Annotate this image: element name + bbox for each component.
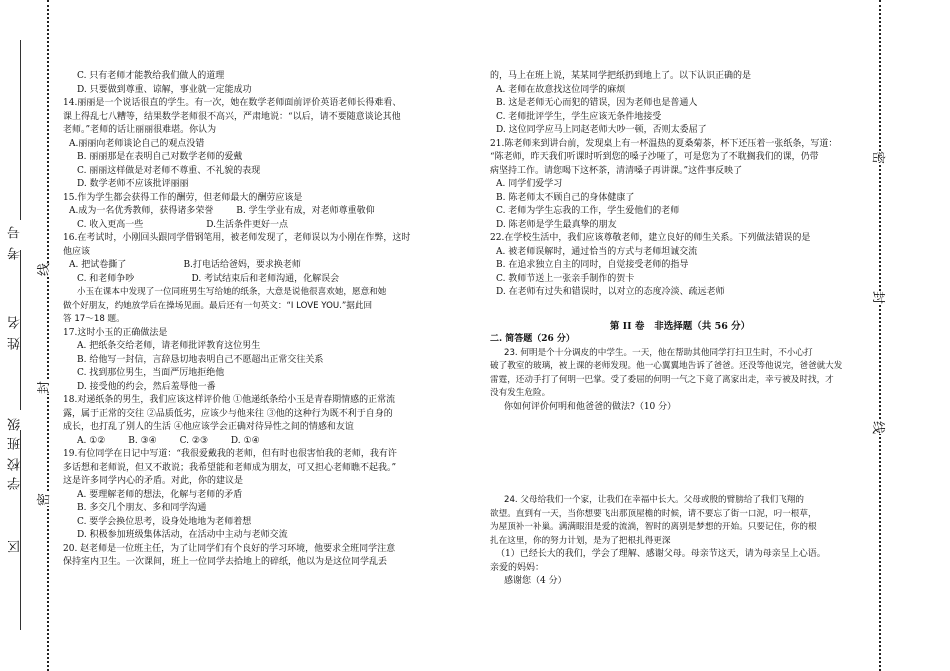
q16-stem: 他应该 xyxy=(63,246,91,257)
q20-stem-cont: 的，马上在班上说，某某同学把纸扔到地上了。以下认识正确的是 xyxy=(490,71,752,81)
q19-option-c: C. 要学会换位思考，设身处地地为老师着想 xyxy=(77,516,252,527)
q18-stem: 露，属于正常的交往 ②品质低劣，应该少与他来往 ③他的这种行为既不利于自身的 xyxy=(63,408,393,419)
q22-option-c: C. 教师节送上一张亲手制作的贺卡 xyxy=(496,273,635,284)
q15-options-cd: C. 收入更高一些 D.生活条件更好一点 xyxy=(77,219,288,230)
section-subtitle: 二. 简答题（26 分） xyxy=(490,334,575,344)
q23-passage: 23. 何明是个十分调皮的中学生。一天，他在帮助其他同学打扫卫生时，不小心打 xyxy=(504,347,813,358)
q24-part1: （1）已经长大的我们，学会了理解、感谢父母。母亲节这天，请为母亲呈上心语。 xyxy=(496,549,826,559)
q14-stem: 课上得乱七八糟等，结果数学老师很不高兴，严肃地说：“以后，请不要随意谈论其他 xyxy=(63,111,401,122)
q19-option-a: A. 要理解老师的想法，化解与老师的矛盾 xyxy=(77,489,243,500)
q23-passage: 没有发生危险。 xyxy=(490,388,551,398)
seal-mi-left: 密 xyxy=(33,493,52,506)
seal-feng-left: 封 xyxy=(33,381,52,394)
label-school: 学校 xyxy=(8,452,23,490)
story-passage: 小玉在课本中发现了一位同班男生写给她的纸条，大意是说他很喜欢她，愿意和她 xyxy=(77,287,387,297)
q19-stem: 多话想和老师说，但又不敢说；我希望能和老师成为朋友，可又担心老师瞧不起我。” xyxy=(63,462,397,473)
q17-option-c: C. 找到那位男生，当面严厉地拒绝他 xyxy=(77,368,225,378)
seal-mi-right: 密 xyxy=(870,151,889,164)
q20-stem: 保持室内卫生。一次课间，班上一位同学去拾地上的碎纸，他以为是这位同学乱丢 xyxy=(63,557,388,567)
q14-option-b: B. 丽丽那是在表明自己对数学老师的爱戴 xyxy=(77,152,243,162)
q22-option-a: A. 被老师误解时，通过恰当的方式与老师坦诚交流 xyxy=(496,246,698,257)
q19-option-d: D. 积极参加班级集体活动，在活动中主动与老师交流 xyxy=(77,530,288,540)
seal-xian-left: 线 xyxy=(33,263,52,276)
q14-option-d: D. 数学老师不应该批评丽丽 xyxy=(77,179,189,189)
q14-option-a: A.丽丽向老师谈论自己的观点没错 xyxy=(69,138,205,149)
q24-passage: 欲望。直到有一天，当你想要飞出那顶屋檐的时候，请不要忘了街一口泥，叼一根草， xyxy=(490,508,817,519)
q21-stem: 21.陈老师来到讲台前，发现桌上有一杯温热的夏桑菊茶，杯下还压着一张纸条，写道： xyxy=(490,138,838,149)
q22-stem: 22.在学校生活中，我们应该尊敬老师，建立良好的师生关系。下列做法错误的是 xyxy=(490,233,811,243)
label-name: 姓名 xyxy=(8,308,23,350)
q17-option-b: B. 给他写一封信，言辞恳切地表明自己不愿超出正常交往关系 xyxy=(77,354,324,365)
q21-stem: “陈老师，昨天我们听课时听到您的嗓子沙哑了，可是您为了不耽搁我们的课，仍带 xyxy=(490,152,819,162)
q20-option-a: A. 老师在故意找这位同学的麻烦 xyxy=(496,84,626,95)
q17-stem: 17.这时小玉的正确做法是 xyxy=(63,327,168,338)
q19-option-b: B. 多交几个朋友、多和同学沟通 xyxy=(77,503,207,513)
q21-option-a: A. 同学们爱学习 xyxy=(496,179,563,189)
section-title: 第 II 卷 非选择题（共 56 分） xyxy=(609,320,751,332)
right-column xyxy=(490,70,870,589)
q20-stem: 20. 赵老师是一位班主任，为了让同学们有个良好的学习环境，他要求全班同学注意 xyxy=(63,543,396,554)
q14-option-c: C. 丽丽这样做是对老师不尊重、不礼貌的表现 xyxy=(77,165,261,176)
q21-stem: 病坚持工作。请您喝下这杯茶，清清嗓子再讲课。”这件事反映了 xyxy=(490,165,743,176)
seal-feng-right: 封 xyxy=(870,291,889,304)
q19-stem: 19.有位同学在日记中写道：“我很爱戴我的老师，但有时也很害怕我的老师，我有许 xyxy=(63,449,397,459)
q17-option-d: D. 接受他的约会，然后羞辱他一番 xyxy=(77,381,216,392)
q23-question: 你如何评价何明和他爸爸的做法?（10 分） xyxy=(504,401,677,412)
binding-dotted-line-left xyxy=(47,0,49,671)
q20-option-c: C. 老师批评学生，学生应该无条件地接受 xyxy=(496,111,662,122)
q20-option-b: B. 这是老师无心而犯的错误，因为老师也是普通人 xyxy=(496,98,698,108)
q14-stem: 14.丽丽是一个说话很直的学生。有一次，她在数学老师面前评价英语老师长得难看、 xyxy=(63,98,402,108)
seal-xian-right: 线 xyxy=(870,421,889,434)
label-exam-no: 考号 xyxy=(8,218,23,260)
q21-option-b: B. 陈老师太不顾自己的身体健康了 xyxy=(496,192,635,203)
q24-passage: 扎在这里，你的努力计划，是为了把根扎得更深 xyxy=(490,535,671,546)
q16-stem: 16.在考试时，小刚回头跟同学借钢笔用，被老师发现了，老师误以为小刚在作弊，这时 xyxy=(63,233,411,243)
q24-passage: 24. 父母给我们一个家，让我们在幸福中长大。父母或殷的臂膀给了我们飞翔的 xyxy=(504,495,804,505)
binding-field-line-top xyxy=(20,40,21,220)
q17-option-a: A. 把纸条交给老师，请老师批评教育这位男生 xyxy=(77,341,261,351)
q21-option-c: C. 老师为学生忘我的工作，学生爱他们的老师 xyxy=(496,206,680,216)
q24-passage: 为屋顶补一补巢。满满眼泪是爱的流淌，智时的离别是梦想的开始。只要记住，你的根 xyxy=(490,522,817,532)
q13-option-c: C. 只有老师才能教给我们做人的道理 xyxy=(77,71,225,81)
story-passage: 答 17～18 题。 xyxy=(63,314,125,324)
q15-options-ab: A.成为一名优秀教师，获得诸多荣誉 B. 学生学业有成，对老师尊重敬仰 xyxy=(69,206,375,216)
left-column xyxy=(63,70,463,570)
q19-stem: 这是许多同学内心的矛盾。对此，你的建议是 xyxy=(63,476,244,486)
q23-passage: 破了教室的玻璃，被上课的老师发现。他一心翼翼地告诉了爸爸。还没等他说完，爸爸就大发 xyxy=(490,361,843,371)
q16-options-cd: C. 和老师争吵 D. 考试结束后和老师沟通，化解误会 xyxy=(77,273,340,284)
binding-dotted-line-right xyxy=(879,0,881,671)
q18-options: A. ①② B. ③④ C. ②③ D. ①④ xyxy=(77,435,260,446)
q16-options-ab: A. 把试卷撕了 B.打电话给爸妈，要求换老师 xyxy=(69,260,301,270)
q22-option-b: B. 在追求独立自主的同时，自觉接受老师的指导 xyxy=(496,260,689,270)
label-district: 区 xyxy=(8,540,23,553)
q22-option-d: D. 在老师有过失和错误时，以对立的态度冷淡、疏远老师 xyxy=(496,287,725,297)
label-class: 班级 xyxy=(8,412,23,450)
q15-stem: 15.作为学生都会获得工作的酬劳，但老师最大的酬劳应该是 xyxy=(63,192,303,203)
q21-option-d: D. 陈老师是学生最真挚的朋友 xyxy=(496,219,617,230)
q24-salutation: 亲爱的妈妈： xyxy=(490,562,545,573)
q20-option-d: D. 这位同学应马上同赵老师大吵一顿，否则太委屈了 xyxy=(496,125,707,135)
q24-prompt: 感谢您（4 分） xyxy=(504,576,567,586)
q18-stem: 18.对递纸条的男生，我们应该这样评价他 ①他递纸条给小玉是青春期情感的正常流 xyxy=(63,395,396,405)
q13-option-d: D. 只要做到尊重、谅解，事业就一定能成功 xyxy=(77,84,252,95)
q18-stem: 成长，也打乱了别人的生活 ④他应该学会正确对待异性之间的情感和友谊 xyxy=(63,422,354,432)
q14-stem: 老师。”老师的话让丽丽很难堪。你认为 xyxy=(63,125,217,135)
story-passage: 做个好朋友，约她放学后在操场见面。最后还有一句英文：“I LOVE YOU.”据此回 xyxy=(63,300,373,311)
q23-passage: 雷霆，还动手打了何明一巴掌。受了委屈的何明一气之下竟了离家出走，幸亏被及时找，才 xyxy=(490,374,834,385)
